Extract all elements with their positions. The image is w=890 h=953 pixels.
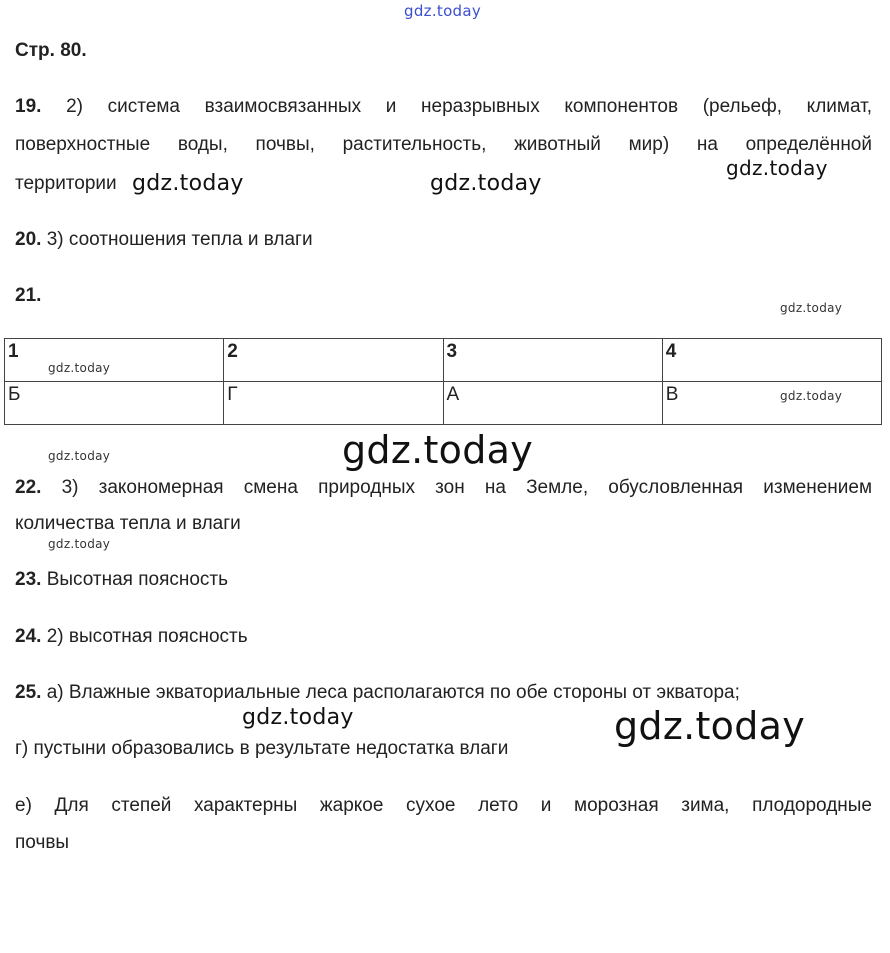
watermark: gdz.today	[726, 156, 828, 180]
answer-25-a	[15, 681, 740, 705]
question-number: 25.	[15, 682, 42, 703]
table-cell: Б	[5, 382, 224, 425]
watermark: gdz.today	[780, 301, 843, 315]
question-number: 19.	[15, 96, 42, 117]
question-number: 20.	[15, 229, 42, 250]
watermark: gdz.today	[48, 449, 111, 463]
answer-19-line1	[15, 95, 872, 119]
table-header-cell: 2	[224, 339, 443, 382]
answer-22-line1	[15, 476, 872, 500]
watermark: gdz.today	[48, 361, 111, 375]
table-cell: В	[662, 382, 881, 425]
answer-21	[15, 284, 41, 308]
answer-text: Высотная поясность	[46, 569, 229, 590]
answer-text: а) Влажные экваториальные леса располагаются по обе стороны от экватора;	[46, 682, 740, 703]
answer-text: 3) закономерная смена природных зон на Земле, обусловленная изменением	[61, 477, 873, 498]
watermark: gdz.today	[614, 704, 806, 748]
watermark: gdz.today	[404, 2, 482, 20]
watermark: gdz.today	[430, 171, 542, 196]
question-number: 23.	[15, 569, 42, 590]
table-row	[5, 382, 882, 425]
watermark: gdz.today	[48, 537, 111, 551]
question-number: 22.	[15, 477, 42, 498]
page-title: Стр. 80.	[15, 40, 87, 61]
watermark: gdz.today	[342, 428, 534, 472]
answer-text: 3) соотношения тепла и влаги	[46, 229, 313, 250]
watermark: gdz.today	[780, 389, 843, 403]
table-cell: А	[443, 382, 662, 425]
answer-22-line2: количества тепла и влаги	[15, 513, 241, 534]
answer-25-g: г) пустыни образовались в результате недостатка влаги	[15, 738, 509, 759]
answer-text: 2) система взаимосвязанных и неразрывных компонентов (рельеф, климат,	[66, 96, 872, 117]
table-cell: Г	[224, 382, 443, 425]
answer-table	[4, 338, 882, 425]
table-header-cell: 4	[662, 339, 881, 382]
answer-19-line2: поверхностные воды, почвы, растительность, животный мир) на определённой	[15, 134, 872, 155]
answer-25-e-line1: е) Для степей характерны жаркое сухое лето и морозная зима, плодородные	[15, 795, 872, 816]
answer-20	[15, 228, 313, 252]
answer-text: 2) высотная поясность	[46, 626, 248, 647]
table-header-row	[5, 339, 882, 382]
watermark: gdz.today	[132, 171, 244, 196]
answer-19-line3: территории	[15, 173, 117, 194]
answer-25-e-line2: почвы	[15, 832, 70, 853]
answer-24	[15, 625, 248, 649]
watermark: gdz.today	[242, 705, 354, 730]
question-number: 24.	[15, 626, 42, 647]
answer-23	[15, 568, 228, 592]
table-header-cell: 3	[443, 339, 662, 382]
question-number: 21.	[15, 285, 42, 306]
table-header-cell: 1	[5, 339, 224, 382]
